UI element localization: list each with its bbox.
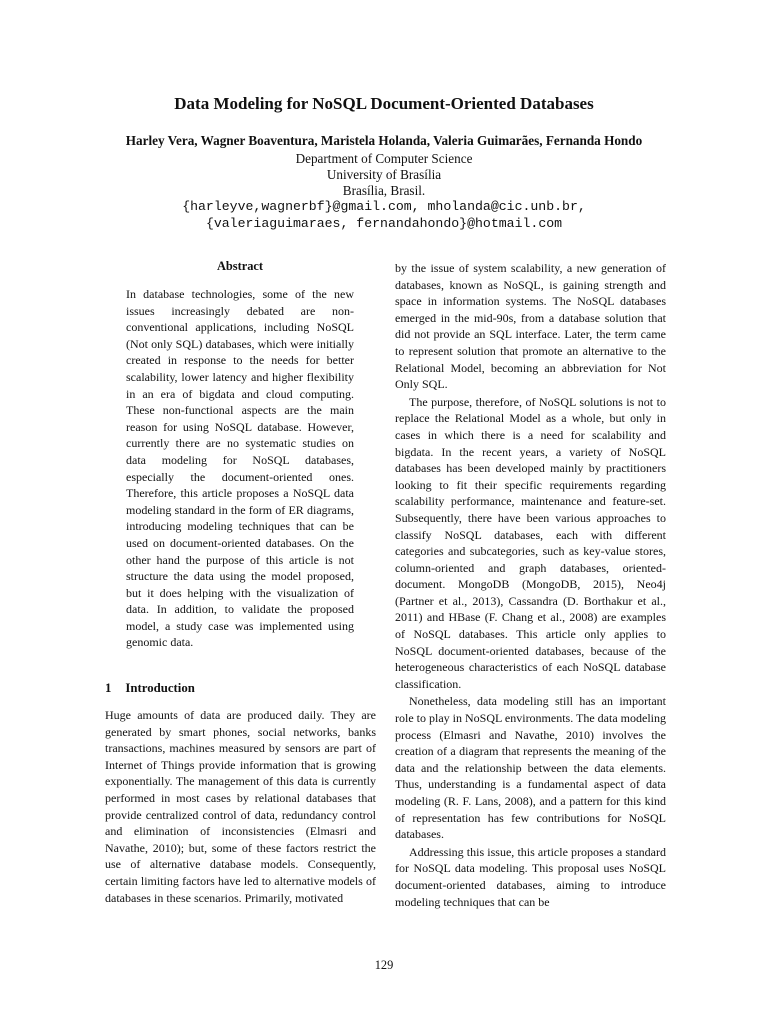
paper-title: Data Modeling for NoSQL Document-Oriented Databases (174, 94, 594, 113)
section-number: 1 (105, 681, 112, 695)
right-column (395, 260, 666, 911)
author-list: Harley Vera, Wagner Boaventura, Maristela Holanda, Valeria Guimarães, Fernanda Hondo (125, 133, 643, 148)
right-paragraph-1: by the issue of system scalability, a new generation of databases, known as NoSQL, is gaining strength and space in information systems. The NoSQL databases emerged in the mid-90s, from a database solution that did not provide an SQL interface. Later, the term came to represent solution that promote an alternative to the Relational Model, becoming an abbreviation for Not Only SQL. (395, 261, 666, 392)
section-title: Introduction (125, 681, 195, 695)
abstract-text: In database technologies, some of the new issues increasingly debated are non-conventional applications, including NoSQL (Not only SQL) databases, which were initially created in response to the needs for better scalability, lower latency and higher flexibility in an era of bigdata and cloud computing. These non-functional aspects are the main reason for using NoSQL database. However, currently there are no systematic studies on data modeling for NoSQL databases, especially the document-oriented ones. Therefore, this article proposes a NoSQL data modeling standard in the form of ER diagrams, introducing modeling techniques that can be used on document-oriented databases. On the other hand the purpose of this article is not structure the data using the model proposed, but it does helping with the visualization of data. In addition, to validate the proposed model, a study case was implemented using genomic data. (126, 287, 354, 650)
abstract-heading: Abstract (216, 259, 264, 273)
affiliation-department: Department of Computer Science (295, 151, 473, 166)
section-heading-introduction (105, 681, 195, 696)
right-paragraph-4: Addressing this issue, this article proposes a standard for NoSQL data modeling. This proposal uses NoSQL document-oriented databases, aiming to introduce modeling techniques that can be (395, 844, 666, 909)
affiliation-location: Brasília, Brasil. (342, 183, 426, 198)
affiliation-university: University of Brasília (326, 167, 442, 182)
author-emails-line2: {valeriaguimaraes, fernandahondo}@hotmail.com (205, 216, 563, 231)
introduction-paragraph-1: Huge amounts of data are produced daily. They are generated by smart phones, social networks, banks transactions, machines measured by sensors are part of Internet of Things provide information that is growing exponentially. The management of this data is currently performed in most cases by relational databases that provide centralized control of data, redundancy control and elimination of inconsistencies (Elmasri and Navathe, 2010); but, some of these factors restrict the use of alternative database models. Consequently, certain limiting factors have led to alternative models of databases in these scenarios. Primarily, motivated (105, 708, 376, 905)
right-paragraph-3: Nonetheless, data modeling still has an important role to play in NoSQL environments. The data modeling process (Elmasri and Navathe, 2010) involves the creation of a diagram that represents the meaning of the data and the relationship between the data elements. Thus, understanding is a fundamental aspect of data modeling (R. F. Lans, 2008), and a pattern for this kind of representation has few contributions for NoSQL databases. (395, 694, 666, 842)
page-number: 129 (374, 958, 394, 972)
right-paragraph-2: The purpose, therefore, of NoSQL solutions is not to replace the Relational Model as a whole, but only in cases in which there is a need for scalability and bigdata. In the recent years, a variety of NoSQL databases has been developed mainly by practitioners looking to fit their specific requirements regarding scalability performance, maintenance and feature-set. Subsequently, there have been various approaches to classify NoSQL databases, each with different categories and subcategories, such as key-value stores, column-oriented and graph databases, oriented-document. MongoDB (MongoDB, 2015), Neo4j (Partner et al., 2013), Cassandra (D. Borthakur et al., 2011) and HBase (F. Chang et al., 2008) are examples of NoSQL databases. This article only applies to NoSQL document-oriented databases, because of the heterogeneous characteristics of each NoSQL database classification. (395, 394, 666, 691)
author-emails-line1: {harleyve,wagnerbf}@gmail.com, mholanda@cic.unb.br, (182, 199, 586, 214)
